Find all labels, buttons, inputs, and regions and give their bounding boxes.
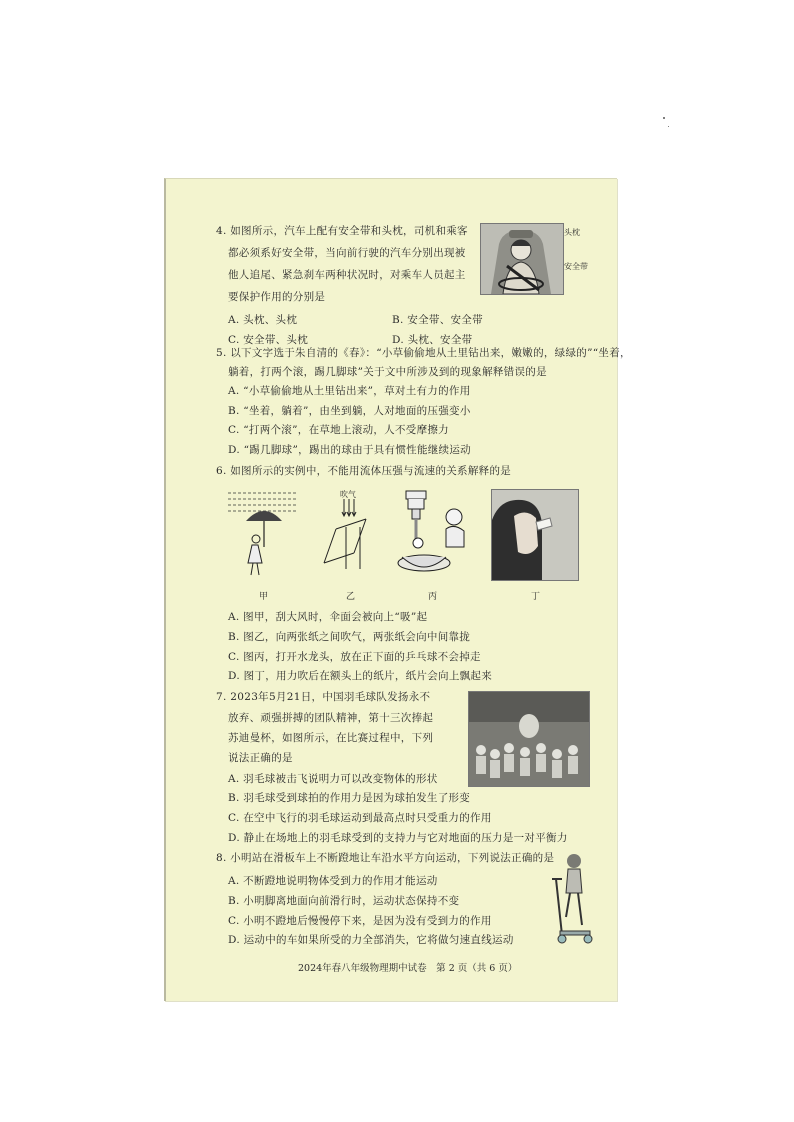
q4-line-1: 4. 如图所示，汽车上配有安全带和头枕，司机和乘客 xyxy=(216,225,468,237)
exam-page xyxy=(164,178,631,1001)
figure-jia-umbrella xyxy=(226,487,302,579)
q5-line-2: 躺着，打两个滚，踢几脚球”关于文中所涉及到的现象解释错误的是 xyxy=(228,366,547,378)
q4-option-d: D. 头枕、安全带 xyxy=(392,334,473,346)
q4-option-a: A. 头枕、头枕 xyxy=(228,314,298,326)
figure-ding-photo xyxy=(491,489,579,581)
q5-option-b: B. “坐着，躺着”，由坐到躺，人对地面的压强变小 xyxy=(228,405,471,417)
q8-option-b: B. 小明脚离地面向前滑行时，运动状态保持不变 xyxy=(228,895,460,907)
q4-line-2: 都必须系好安全带，当向前行驶的汽车分别出现被 xyxy=(228,247,466,259)
figure-yi-papers xyxy=(316,489,386,581)
q5-option-c: C. “打两个滚”，在草地上滚动，人不受摩擦力 xyxy=(228,424,449,436)
q7-line-3: 苏迪曼杯，如图所示，在比赛过程中，下列 xyxy=(228,732,434,744)
q6-option-b: B. 图乙，向两张纸之间吹气，两张纸会向中间靠拢 xyxy=(228,631,471,643)
blow-label: 吹气 xyxy=(340,490,356,499)
q5-option-a: A. “小草偷偷地从土里钻出来”，草对土有力的作用 xyxy=(228,385,471,397)
badminton-team-photo xyxy=(468,691,590,787)
caption-jia: 甲 xyxy=(259,592,269,602)
figure-bing-faucet xyxy=(394,487,476,579)
q5-option-d: D. “踢几脚球”，踢出的球由于具有惯性能继续运动 xyxy=(228,444,471,456)
caption-ding: 丁 xyxy=(531,592,541,602)
q4-line-3: 他人追尾、紧急刹车两种状况时，对乘车人员起主 xyxy=(228,269,466,281)
q7-option-d: D. 静止在场地上的羽毛球受到的支持力与它对地面的压力是一对平衡力 xyxy=(228,832,568,844)
q4-option-c: C. 安全带、头枕 xyxy=(228,334,309,346)
scooter-boy-figure xyxy=(548,851,600,947)
caption-bing: 丙 xyxy=(428,592,438,602)
q6-option-d: D. 图丁，用力吹后在额头上的纸片，纸片会向上飘起来 xyxy=(228,670,493,682)
page-footer: 2024年春八年级物理期中试卷 第 2 页（共 6 页） xyxy=(298,963,518,974)
speck xyxy=(668,126,669,127)
speck xyxy=(663,117,665,119)
q6-line-1: 6. 如图所示的实例中，不能用流体压强与流速的关系解释的是 xyxy=(216,465,512,477)
q7-option-c: C. 在空中飞行的羽毛球运动到最高点时只受重力的作用 xyxy=(228,812,492,824)
q8-option-a: A. 不断蹬地说明物体受到力的作用才能运动 xyxy=(228,875,438,887)
q7-option-a: A. 羽毛球被击飞说明力可以改变物体的形状 xyxy=(228,773,438,785)
q5-line-1: 5. 以下文字选于朱自清的《春》：“小草偷偷地从土里钻出来，嫩嫩的，绿绿的”“坐着， xyxy=(216,347,631,359)
q7-line-1: 7. 2023年5月21日，中国羽毛球队发扬永不 xyxy=(216,691,431,703)
q7-line-2: 放弃、顽强拼搏的团队精神，第十三次捧起 xyxy=(228,712,434,724)
q8-option-c: C. 小明不蹬地后慢慢停下来，是因为没有受到力的作用 xyxy=(228,915,492,927)
q4-option-b: B. 安全带、安全带 xyxy=(392,314,483,326)
q6-option-a: A. 图甲，刮大风时，伞面会被向上“吸”起 xyxy=(228,611,428,623)
q8-option-d: D. 运动中的车如果所受的力全部消失，它将做匀速直线运动 xyxy=(228,934,514,946)
q7-option-b: B. 羽毛球受到球拍的作用力是因为球拍发生了形变 xyxy=(228,792,471,804)
q8-line-1: 8. 小明站在滑板车上不断蹬地让车沿水平方向运动，下列说法正确的是 xyxy=(216,852,555,864)
seatbelt-label: 安全带 xyxy=(564,262,588,271)
caption-yi: 乙 xyxy=(346,592,356,602)
q4-line-4: 要保护作用的分别是 xyxy=(228,291,326,303)
q7-line-4: 说法正确的是 xyxy=(228,752,293,764)
headrest-label: 头枕 xyxy=(564,228,580,237)
car-seat-figure xyxy=(480,223,564,295)
q6-option-c: C. 图丙，打开水龙头，放在正下面的乒乓球不会掉走 xyxy=(228,651,481,663)
